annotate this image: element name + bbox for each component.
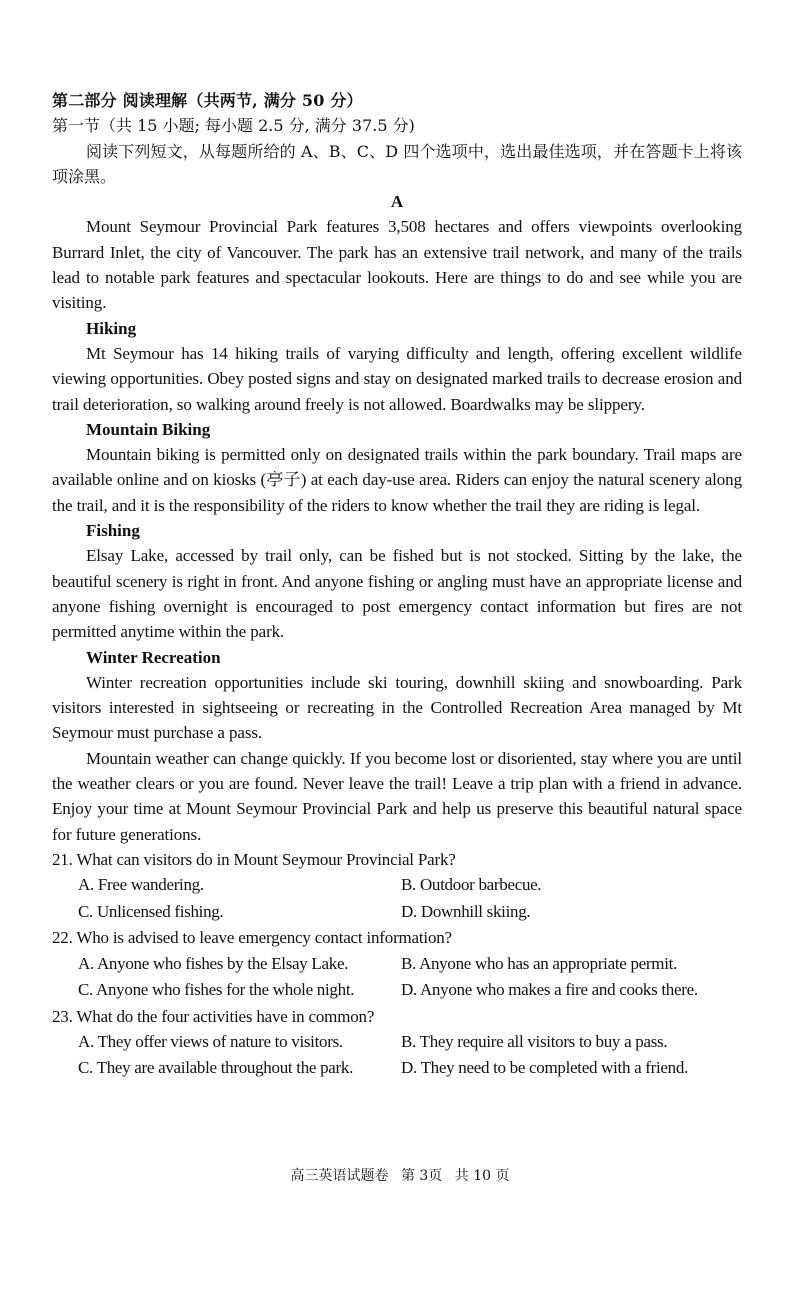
option-b: B. They require all visitors to buy a pass.	[401, 1031, 668, 1051]
exam-page	[52, 88, 742, 1082]
instructions: 阅读下列短文，从每题所给的 A、B、C、D 四个选项中，选出最佳选项，并在答题卡上将该项涂黑。	[52, 141, 742, 186]
option-a: A. They offer views of nature to visitors.	[78, 1031, 343, 1051]
footer-title: 高三英语试题卷	[290, 1168, 389, 1184]
option-a: A. Free wandering.	[78, 875, 204, 895]
option-b: B. Anyone who has an appropriate permit.	[401, 953, 677, 973]
section-text: Mt Seymour has 14 hiking trails of varying difficulty and length, offering excellent wildlife viewing opportunities. Obey posted signs and stay on designated marked trails to decrease erosion and trail deterioration, so walking around freely is not allowed. Boardwalks may be slippery.	[52, 343, 742, 414]
answer-options	[52, 1029, 742, 1082]
section-heading: Winter Recreation	[86, 647, 221, 667]
option-c: C. Unlicensed fishing.	[78, 901, 224, 921]
answer-options	[52, 872, 742, 925]
option-a: A. Anyone who fishes by the Elsay Lake.	[78, 953, 349, 973]
section-text: Winter recreation opportunities include ski touring, downhill skiing and snowboarding. Park visitors interested in sightseeing or recreating in the Controlled Recreation Area managed by Mt Seymour must purchase a pass.	[52, 672, 742, 743]
passage-section-fishing	[52, 518, 742, 644]
question-21	[52, 847, 742, 925]
footer-page-number: 第 3页	[400, 1168, 443, 1184]
question-22	[52, 925, 742, 1003]
section-title: 第一节（共 15 小题; 每小题 2.5 分, 满分 37.5 分)	[52, 116, 415, 136]
footer-total-pages: 共 10 页	[454, 1168, 510, 1184]
passage-intro: Mount Seymour Provincial Park features 3,508 hectares and offers viewpoints overlooking Burrard Inlet, the city of Vancouver. The park has an extensive trail network, and many of the trails lead to notable park features and spectacular lookouts. Here are things to do and see while you are visiting.	[52, 217, 742, 313]
option-b: B. Outdoor barbecue.	[401, 875, 542, 895]
part-title: 第二部分 阅读理解（共两节, 满分 50 分）	[52, 91, 363, 110]
question-stem: 22. Who is advised to leave emergency contact information?	[52, 928, 452, 948]
section-text: Mountain biking is permitted only on designated trails within the park boundary. Trail maps are available online and on kiosks (亭子) at each day-use area. Riders can enjoy the natural scenery along the trail, and it is the responsibility of the riders to know whether the trail they are riding is legal.	[52, 445, 742, 515]
section-heading: Fishing	[86, 521, 140, 541]
answer-options	[52, 951, 742, 1004]
option-c: C. Anyone who fishes for the whole night.	[78, 980, 355, 999]
passage-closing: Mountain weather can change quickly. If you become lost or disoriented, stay where you are until the weather clears or you are found. Never leave the trail! Leave a trip plan with a friend in advance. Enjoy your time at Mount Seymour Provincial Park and help us preserve this beautiful natural space for future generations.	[52, 748, 742, 844]
option-c: C. They are available throughout the park.	[78, 1058, 354, 1078]
passage-letter: A	[390, 192, 404, 212]
question-stem: 23. What do the four activities have in common?	[52, 1006, 375, 1026]
question-stem: 21. What can visitors do in Mount Seymour Provincial Park?	[52, 849, 456, 869]
option-d: D. They need to be completed with a friend.	[401, 1058, 689, 1078]
page-footer	[0, 1166, 800, 1186]
option-d: D. Anyone who makes a fire and cooks there.	[401, 980, 698, 999]
section-heading: Hiking	[86, 318, 137, 338]
passage-section-hiking	[52, 316, 742, 417]
passage-section-winter-recreation	[52, 645, 742, 746]
passage-section-mountain-biking	[52, 417, 742, 518]
question-23	[52, 1004, 742, 1082]
section-text: Elsay Lake, accessed by trail only, can be fished but is not stocked. Sitting by the lake, the beautiful scenery is right in front. And anyone fishing or angling must have an appropriate license and anyone fishing overnight is encouraged to post emergency contact information but fires are not permitted anytime within the park.	[52, 546, 742, 642]
option-d: D. Downhill skiing.	[401, 901, 531, 921]
section-heading: Mountain Biking	[86, 419, 211, 439]
